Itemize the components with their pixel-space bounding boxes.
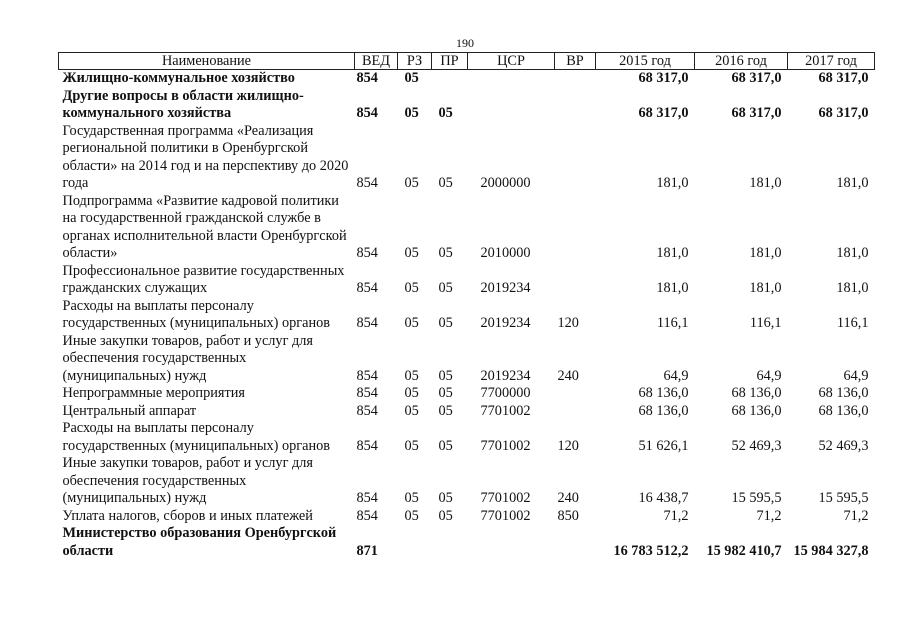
row-name-cell: Расходы на выплаты персоналу государственных (муниципальных) органов [62, 420, 331, 454]
row-rz-cell: 05 [404, 70, 419, 86]
row-pr-cell: 05 [438, 437, 453, 454]
table-row [59, 333, 875, 386]
row-2016-cell: 68 317,0 [731, 70, 782, 86]
row-name-cell: Подпрограмма «Развитие кадровой политики на государственной гражданской службе в органах исполнительной власти Оренбургской области» [62, 192, 347, 261]
row-rz-cell: 05 [404, 385, 419, 401]
row-2017-cell: 52 469,3 [818, 437, 869, 454]
row-ved-cell: 854 [356, 280, 378, 296]
row-ved-cell: 854 [356, 175, 378, 191]
row-pr-cell: 05 [438, 490, 453, 506]
row-vr-cell [555, 123, 596, 193]
row-csr-cell [468, 70, 555, 88]
row-2016-cell: 116,1 [749, 315, 782, 331]
row-2017-cell: 68 317,0 [818, 70, 869, 86]
row-2017-cell: 68 317,0 [818, 105, 869, 121]
table-body [59, 70, 875, 561]
row-csr-cell: 2000000 [480, 175, 531, 191]
table-row [59, 385, 875, 403]
row-csr-cell: 2010000 [480, 245, 531, 261]
header-vr: ВР [555, 53, 596, 70]
header-csr: ЦСР [468, 53, 555, 70]
table-row [59, 123, 875, 193]
header-ved: ВЕД [355, 53, 398, 70]
header-2017: 2017 год [788, 53, 875, 70]
row-name-cell: Министерство образования Оренбургской области [62, 525, 337, 559]
row-rz-cell: 05 [404, 490, 419, 506]
row-vr-cell [555, 193, 596, 263]
row-2015-cell: 68 317,0 [638, 70, 689, 86]
row-vr-cell [555, 385, 596, 403]
row-name-cell: Иные закупки товаров, работ и услуг для обеспечения государственных (муниципальных) нужд [62, 332, 313, 384]
row-2017-cell: 68 136,0 [818, 402, 869, 419]
row-2015-cell: 71,2 [663, 507, 689, 524]
row-rz-cell: 05 [404, 175, 419, 191]
row-2016-cell: 64,9 [756, 367, 782, 384]
row-csr-cell [468, 525, 555, 560]
row-vr-cell: 240 [557, 367, 579, 384]
row-name-cell: Непрограммные мероприятия [62, 385, 245, 401]
row-ved-cell: 854 [356, 402, 378, 419]
row-2016-cell: 71,2 [756, 507, 782, 524]
header-pr: ПР [432, 53, 468, 70]
table-row [59, 263, 875, 298]
row-2015-cell: 181,0 [656, 245, 689, 261]
row-2017-cell: 68 136,0 [818, 385, 869, 401]
row-2017-cell: 64,9 [843, 367, 869, 384]
row-2016-cell: 15 982 410,7 [706, 542, 782, 559]
row-pr-cell: 05 [438, 367, 453, 384]
row-pr-cell: 05 [438, 315, 453, 331]
row-rz-cell: 05 [404, 507, 419, 524]
row-2015-cell: 68 136,0 [638, 385, 689, 401]
row-2017-cell: 15 595,5 [818, 490, 869, 506]
table-row [59, 70, 875, 88]
row-csr-cell: 7701002 [480, 490, 531, 506]
row-csr-cell: 2019234 [480, 315, 531, 331]
row-name-cell: Профессиональное развитие государственных гражданских служащих [62, 262, 345, 296]
row-2016-cell: 68 317,0 [731, 105, 782, 121]
row-vr-cell [555, 70, 596, 88]
row-pr-cell [432, 525, 468, 560]
row-2017-cell: 181,0 [836, 280, 869, 296]
row-2015-cell: 51 626,1 [638, 437, 689, 454]
row-vr-cell: 120 [557, 315, 579, 331]
row-csr-cell [468, 88, 555, 123]
row-pr-cell [432, 70, 468, 88]
header-name: Наименование [59, 53, 355, 70]
table-row [59, 420, 875, 455]
row-pr-cell: 05 [438, 105, 453, 121]
row-2017-cell: 15 984 327,8 [793, 542, 869, 559]
row-rz-cell [398, 525, 432, 560]
row-csr-cell: 7701002 [480, 437, 531, 454]
row-name-cell: Другие вопросы в области жилищно-коммунального хозяйства [62, 87, 304, 121]
row-rz-cell: 05 [404, 105, 419, 121]
row-pr-cell: 05 [438, 507, 453, 524]
row-2016-cell: 68 136,0 [731, 385, 782, 401]
row-name-cell: Расходы на выплаты персоналу государственных (муниципальных) органов [62, 297, 331, 331]
row-2015-cell: 181,0 [656, 175, 689, 191]
row-pr-cell: 05 [438, 402, 453, 419]
table-header-row [59, 53, 875, 70]
row-csr-cell: 2019234 [480, 280, 531, 296]
row-ved-cell: 854 [356, 490, 378, 506]
row-2016-cell: 68 136,0 [731, 402, 782, 419]
row-rz-cell: 05 [404, 315, 419, 331]
row-csr-cell: 7700000 [480, 385, 531, 401]
page-number: 190 [456, 36, 474, 50]
budget-table [58, 52, 875, 560]
row-vr-cell: 120 [557, 437, 579, 454]
header-rz: РЗ [398, 53, 432, 70]
table-row [59, 193, 875, 263]
row-ved-cell: 854 [356, 70, 378, 86]
row-2015-cell: 68 136,0 [638, 402, 689, 419]
row-ved-cell: 854 [356, 385, 378, 401]
row-ved-cell: 871 [356, 542, 378, 559]
table-row [59, 455, 875, 508]
row-pr-cell: 05 [438, 245, 453, 261]
row-2016-cell: 15 595,5 [731, 490, 782, 506]
row-2015-cell: 68 317,0 [638, 105, 689, 121]
row-ved-cell: 854 [356, 367, 378, 384]
row-vr-cell [555, 88, 596, 123]
row-rz-cell: 05 [404, 245, 419, 261]
row-vr-cell [555, 403, 596, 421]
row-2015-cell: 64,9 [663, 367, 689, 384]
row-name-cell: Уплата налогов, сборов и иных платежей [62, 507, 313, 524]
row-2016-cell: 52 469,3 [731, 437, 782, 454]
row-2017-cell: 71,2 [843, 507, 869, 524]
row-ved-cell: 854 [356, 507, 378, 524]
row-name-cell: Центральный аппарат [62, 402, 197, 419]
row-vr-cell: 240 [557, 490, 579, 506]
table-row [59, 88, 875, 123]
row-ved-cell: 854 [356, 437, 378, 454]
row-vr-cell: 850 [557, 507, 579, 524]
row-csr-cell: 7701002 [480, 402, 531, 419]
row-2016-cell: 181,0 [749, 175, 782, 191]
row-name-cell: Жилищно-коммунальное хозяйство [62, 70, 295, 86]
table-row [59, 298, 875, 333]
row-2017-cell: 116,1 [836, 315, 869, 331]
table-row [59, 403, 875, 421]
row-rz-cell: 05 [404, 402, 419, 419]
row-ved-cell: 854 [356, 105, 378, 121]
table-row [59, 508, 875, 526]
row-2016-cell: 181,0 [749, 245, 782, 261]
row-rz-cell: 05 [404, 437, 419, 454]
row-2017-cell: 181,0 [836, 245, 869, 261]
row-csr-cell: 7701002 [480, 507, 531, 524]
row-ved-cell: 854 [356, 315, 378, 331]
row-2015-cell: 16 438,7 [638, 490, 689, 506]
row-2015-cell: 16 783 512,2 [613, 542, 689, 559]
row-rz-cell: 05 [404, 367, 419, 384]
row-vr-cell [555, 525, 596, 560]
row-rz-cell: 05 [404, 280, 419, 296]
row-csr-cell: 2019234 [480, 367, 531, 384]
row-pr-cell: 05 [438, 175, 453, 191]
row-2015-cell: 116,1 [656, 315, 689, 331]
row-name-cell: Государственная программа «Реализация региональной политики в Оренбургской области» на 2014 год и на перспективу до 2020 года [62, 122, 349, 191]
row-pr-cell: 05 [438, 280, 453, 296]
table-row [59, 525, 875, 560]
row-name-cell: Иные закупки товаров, работ и услуг для обеспечения государственных (муниципальных) нужд [62, 455, 313, 506]
header-2015: 2015 год [596, 53, 695, 70]
row-2017-cell: 181,0 [836, 175, 869, 191]
row-vr-cell [555, 263, 596, 298]
row-ved-cell: 854 [356, 245, 378, 261]
row-2016-cell: 181,0 [749, 280, 782, 296]
row-2015-cell: 181,0 [656, 280, 689, 296]
header-2016: 2016 год [695, 53, 788, 70]
row-pr-cell: 05 [438, 385, 453, 401]
